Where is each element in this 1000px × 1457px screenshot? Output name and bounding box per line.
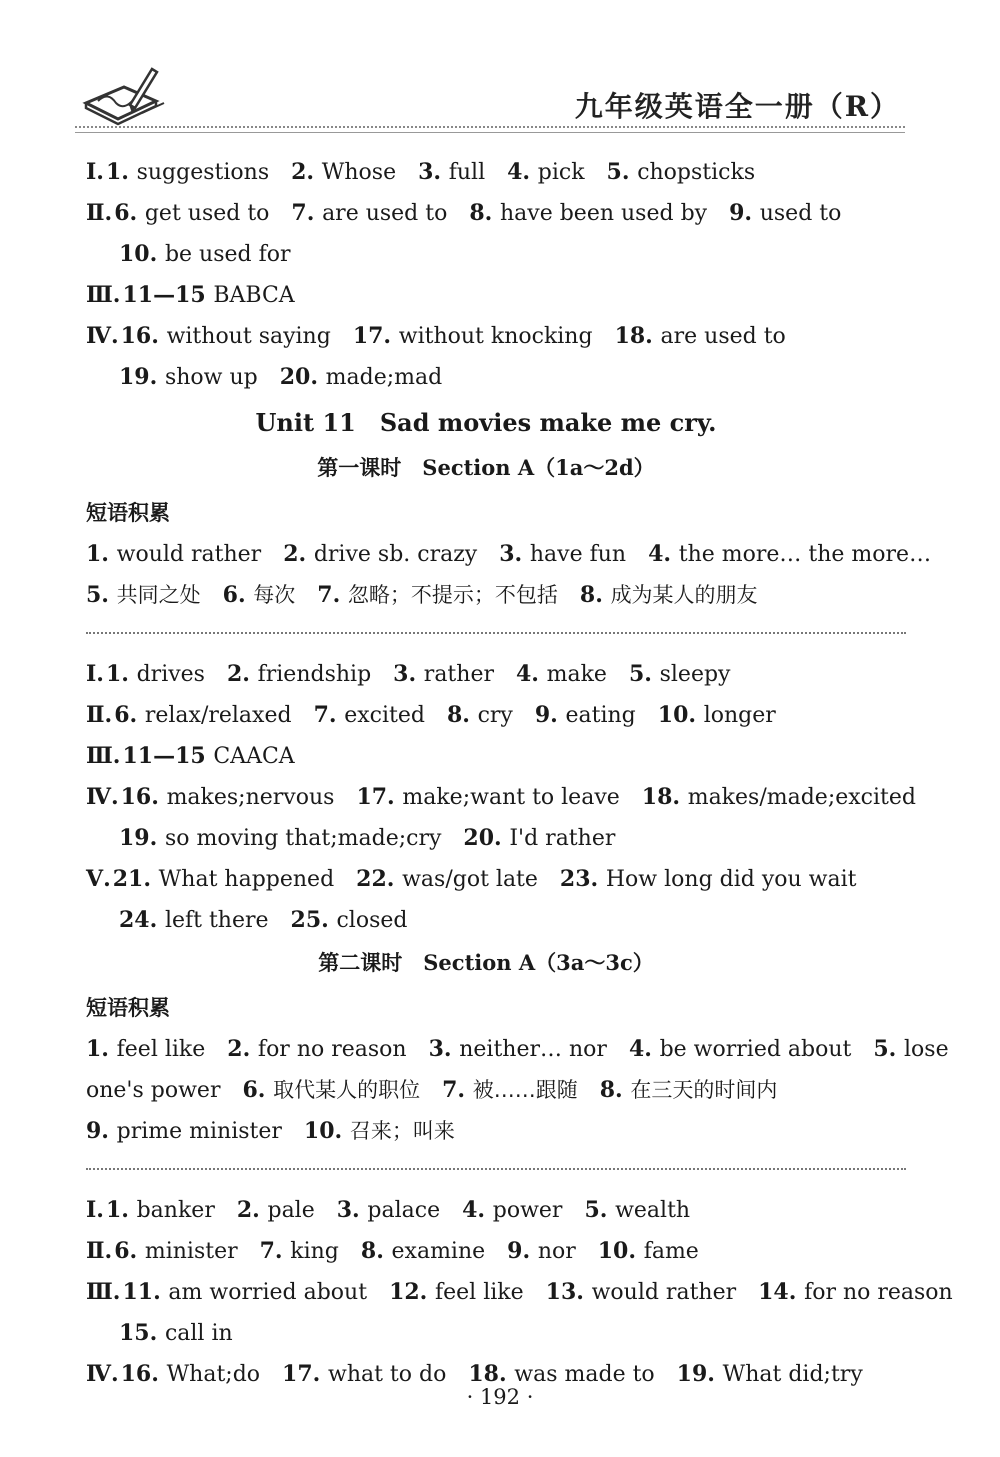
- item-text: suggestions: [136, 160, 270, 185]
- item-number: 9.: [86, 1118, 117, 1144]
- item-number: 18.: [468, 1361, 515, 1387]
- item-text: make;want to leave: [402, 785, 620, 810]
- item-number: 4.: [507, 159, 538, 185]
- item-text: rather: [423, 662, 494, 687]
- answer-line: [86, 1231, 916, 1272]
- item-text: for no reason: [257, 1037, 407, 1062]
- item-number: 5.: [628, 661, 660, 687]
- answer-item: [463, 826, 615, 851]
- item-text: neither… nor: [459, 1037, 607, 1062]
- item-text: are used to: [660, 324, 786, 349]
- item-text: lose: [904, 1037, 949, 1062]
- item-number: 3.: [393, 661, 424, 687]
- answer-item: [393, 662, 494, 687]
- item-number: 1.: [105, 661, 137, 687]
- item-number: 8.: [469, 200, 500, 226]
- answer-line: [86, 1111, 916, 1152]
- item-text: for no reason: [804, 1280, 953, 1305]
- item-number: 2.: [283, 541, 314, 567]
- answer-line: [86, 357, 916, 398]
- answer-item: [442, 1078, 578, 1103]
- item-text: be worried about: [659, 1037, 852, 1062]
- item-number: 9.: [534, 702, 566, 728]
- answer-item: [648, 542, 931, 567]
- answers-unit10-end: [86, 152, 916, 398]
- item-number: 1.: [86, 541, 117, 567]
- item-text: are used to: [322, 201, 448, 226]
- answer-item: [119, 1321, 233, 1346]
- answer-item: [560, 867, 857, 892]
- dotted-separator: [86, 1168, 906, 1170]
- answer-item: [361, 1239, 485, 1264]
- dotted-separator: [86, 632, 906, 634]
- answer-item: [106, 160, 269, 185]
- answer-item: [106, 662, 205, 687]
- item-text: would rather: [116, 542, 262, 567]
- answer-line: [86, 1272, 953, 1313]
- item-text: full: [448, 160, 486, 185]
- answer-line: [86, 534, 932, 575]
- answer-item: [546, 1280, 736, 1305]
- page-number: · 192 ·: [466, 1385, 534, 1409]
- section-numeral: Ⅲ.: [86, 282, 121, 308]
- section-numeral: Ⅳ.: [86, 784, 119, 810]
- answer-item: [121, 324, 331, 349]
- item-text: the more… the more…: [678, 542, 932, 567]
- item-text: made;mad: [325, 365, 443, 390]
- item-text: feel like: [435, 1280, 524, 1305]
- item-number: 2.: [291, 159, 322, 185]
- answer-item: [114, 201, 269, 226]
- item-text: 成为某人的朋友: [610, 583, 758, 607]
- section-numeral: Ⅲ.: [86, 1279, 121, 1305]
- answer-item: [337, 1198, 440, 1223]
- answer-content: [86, 152, 953, 1395]
- item-number: 17.: [356, 784, 403, 810]
- item-text: What;do: [166, 1362, 261, 1387]
- answer-item: [447, 703, 513, 728]
- item-text: chopsticks: [637, 160, 756, 185]
- answer-item: [283, 542, 477, 567]
- answer-item: [227, 662, 371, 687]
- item-number: 3.: [499, 541, 530, 567]
- item-number: 4.: [462, 1197, 493, 1223]
- item-text: 共同之处: [116, 583, 201, 607]
- item-number: 25.: [290, 907, 337, 933]
- item-number: 10.: [597, 1238, 644, 1264]
- item-text: I'd rather: [509, 826, 616, 851]
- answers-section-2: [86, 1190, 953, 1395]
- item-number: 5.: [606, 159, 638, 185]
- item-text: get used to: [144, 201, 270, 226]
- answer-item: [658, 703, 776, 728]
- answer-line: [86, 316, 916, 357]
- item-text: eating: [565, 703, 636, 728]
- item-number: 3.: [428, 1036, 460, 1062]
- phrases-block-1: [86, 534, 932, 616]
- item-text: What happened: [158, 867, 335, 892]
- answer-line: [86, 900, 916, 941]
- phrases-block-2: [86, 1029, 949, 1152]
- answer-line: [86, 695, 916, 736]
- section-numeral: Ⅱ.: [86, 200, 113, 226]
- answer-item: [114, 703, 291, 728]
- answer-item: [86, 1119, 282, 1144]
- answer-item: [304, 1119, 455, 1144]
- item-number: 7.: [313, 702, 345, 728]
- item-text: used to: [759, 201, 842, 226]
- answer-item: [113, 867, 334, 892]
- answer-item: [280, 365, 443, 390]
- item-text: have been used by: [500, 201, 708, 226]
- item-number: 10.: [119, 241, 165, 267]
- pen-and-notebook-icon: [78, 61, 168, 131]
- answer-item: [114, 1239, 237, 1264]
- item-text: left there: [164, 908, 269, 933]
- item-number: 2.: [227, 1036, 258, 1062]
- answer-item: [122, 1280, 367, 1305]
- item-text: relax/relaxed: [144, 703, 292, 728]
- answer-item: [389, 1280, 524, 1305]
- item-text: sleepy: [659, 662, 731, 687]
- header-rule: [75, 132, 905, 133]
- item-text: cry: [477, 703, 513, 728]
- answer-item: [291, 160, 396, 185]
- section-numeral: Ⅰ.: [86, 661, 104, 687]
- item-number: 6.: [222, 582, 254, 608]
- answer-item: [418, 160, 485, 185]
- item-text: would rather: [591, 1280, 737, 1305]
- item-text: was made to: [514, 1362, 655, 1387]
- answer-item: [291, 908, 408, 933]
- answer-item: [469, 201, 707, 226]
- item-number: 18.: [641, 784, 688, 810]
- item-number: 1.: [105, 1197, 137, 1223]
- item-text: feel like: [116, 1037, 206, 1062]
- answer-item: [122, 283, 294, 308]
- section-numeral: Ⅲ.: [86, 743, 121, 769]
- item-number: 5.: [86, 582, 117, 608]
- item-text: pick: [537, 160, 585, 185]
- item-text: am worried about: [168, 1280, 368, 1305]
- item-text: have fun: [529, 542, 627, 567]
- item-text: banker: [136, 1198, 215, 1223]
- item-number: 17.: [282, 1361, 328, 1387]
- item-number: 9.: [507, 1238, 538, 1264]
- item-number: 11—15: [122, 282, 214, 308]
- item-number: 17.: [352, 323, 399, 349]
- answer-item: [314, 703, 425, 728]
- item-text: makes;nervous: [166, 785, 335, 810]
- answer-item: [260, 1239, 339, 1264]
- item-text: excited: [344, 703, 425, 728]
- answer-line: [86, 654, 916, 695]
- answer-item: [580, 583, 758, 608]
- answer-item: [282, 1362, 446, 1387]
- answer-item: [291, 201, 447, 226]
- answer-item: [121, 1362, 260, 1387]
- answer-item: [629, 1037, 851, 1062]
- answer-item: [468, 1362, 654, 1387]
- item-text: was/got late: [402, 867, 538, 892]
- answer-item: [600, 1078, 778, 1103]
- answer-item: [317, 583, 558, 608]
- answer-line: [86, 234, 916, 275]
- answer-item: [227, 1037, 406, 1062]
- section-numeral: Ⅳ.: [86, 323, 119, 349]
- item-number: 3.: [336, 1197, 368, 1223]
- answer-item: [86, 1078, 220, 1103]
- answer-item: [86, 1037, 205, 1062]
- section-title-1: 第一课时 Section A（1a～2d）: [317, 455, 655, 480]
- section-numeral: Ⅳ.: [86, 1361, 119, 1387]
- answer-item: [242, 1078, 420, 1103]
- item-number: 7.: [317, 582, 348, 608]
- item-number: 20.: [463, 825, 510, 851]
- item-number: 7.: [291, 200, 323, 226]
- item-text: 召来；叫来: [349, 1119, 455, 1143]
- item-number: 22.: [356, 866, 403, 892]
- item-text: without saying: [166, 324, 331, 349]
- answer-item: [873, 1037, 948, 1062]
- item-number: 24.: [119, 907, 165, 933]
- item-text: minister: [144, 1239, 238, 1264]
- item-number: 19.: [119, 825, 165, 851]
- answer-item: [429, 1037, 607, 1062]
- answer-line: [86, 736, 916, 777]
- answer-item: [462, 1198, 562, 1223]
- answer-item: [119, 908, 269, 933]
- item-text: power: [492, 1198, 563, 1223]
- answer-item: [758, 1280, 953, 1305]
- answer-line: [86, 193, 916, 234]
- item-number: 7.: [259, 1238, 291, 1264]
- item-number: 10.: [303, 1118, 350, 1144]
- answer-item: [535, 703, 636, 728]
- item-text: prime minister: [116, 1119, 282, 1144]
- section-title-2: 第二课时 Section A（3a～3c）: [318, 950, 654, 975]
- item-text: 被……跟随: [472, 1078, 578, 1102]
- answer-line: [86, 1029, 949, 1070]
- answer-line: [86, 1190, 916, 1231]
- item-number: 3.: [418, 159, 449, 185]
- answer-item: [119, 242, 291, 267]
- item-text: longer: [703, 703, 776, 728]
- item-text: nor: [537, 1239, 576, 1264]
- item-text: palace: [367, 1198, 441, 1223]
- item-number: 8.: [579, 582, 611, 608]
- unit-title: Unit 11 Sad movies make me cry.: [255, 408, 717, 437]
- item-text: closed: [336, 908, 408, 933]
- item-number: 11—15: [122, 743, 214, 769]
- answer-line: [86, 1313, 916, 1354]
- item-text: 在三天的时间内: [630, 1078, 778, 1102]
- item-number: 15.: [119, 1320, 165, 1346]
- item-text: pale: [267, 1198, 315, 1223]
- answer-item: [642, 785, 916, 810]
- item-text: 忽略；不提示；不包括: [347, 583, 558, 607]
- item-number: 2.: [236, 1197, 268, 1223]
- item-number: 1.: [105, 159, 137, 185]
- item-text: 每次: [253, 583, 296, 607]
- item-text: BABCA: [213, 283, 295, 308]
- item-text: 取代某人的职位: [273, 1078, 421, 1102]
- answer-item: [507, 160, 584, 185]
- answer-item: [356, 867, 538, 892]
- answer-item: [629, 662, 731, 687]
- item-number: 2.: [226, 661, 258, 687]
- answer-item: [86, 583, 201, 608]
- book-title: 九年级英语全一册（R）: [574, 90, 900, 123]
- item-number: 4.: [628, 1036, 660, 1062]
- item-number: 16.: [120, 784, 167, 810]
- item-text: makes/made;excited: [687, 785, 916, 810]
- answer-line: [86, 1070, 916, 1111]
- item-number: 6.: [242, 1077, 274, 1103]
- answer-item: [356, 785, 619, 810]
- answer-item: [223, 583, 296, 608]
- answer-item: [607, 160, 756, 185]
- item-number: 4.: [648, 541, 679, 567]
- answer-line: [86, 152, 916, 193]
- category-phrases-1: 短语积累: [86, 501, 170, 525]
- item-text: friendship: [257, 662, 372, 687]
- item-number: 8.: [360, 1238, 392, 1264]
- answer-item: [499, 542, 626, 567]
- item-text: what to do: [327, 1362, 447, 1387]
- answer-item: [353, 324, 593, 349]
- item-number: 4.: [515, 661, 547, 687]
- item-number: 6.: [114, 200, 145, 226]
- answer-item: [584, 1198, 690, 1223]
- answer-line: [86, 575, 916, 616]
- answer-item: [598, 1239, 699, 1264]
- item-number: 1.: [86, 1036, 117, 1062]
- item-number: 21.: [112, 866, 159, 892]
- answer-line: [86, 275, 916, 316]
- section-numeral: Ⅱ.: [86, 702, 113, 728]
- item-text: make: [546, 662, 607, 687]
- section-numeral: Ⅱ.: [86, 1238, 113, 1264]
- section-numeral: Ⅴ.: [86, 866, 111, 892]
- item-number: 18.: [614, 323, 661, 349]
- answer-item: [86, 542, 261, 567]
- item-text: one's power: [86, 1078, 221, 1103]
- item-number: 11.: [122, 1279, 169, 1305]
- answer-item: [122, 744, 294, 769]
- item-text: How long did you wait: [605, 867, 857, 892]
- item-number: 13.: [545, 1279, 592, 1305]
- item-text: show up: [164, 365, 258, 390]
- item-text: call in: [164, 1321, 233, 1346]
- item-number: 16.: [120, 1361, 167, 1387]
- section-numeral: Ⅰ.: [86, 159, 104, 185]
- item-number: 23.: [559, 866, 606, 892]
- item-number: 6.: [114, 702, 145, 728]
- answer-line: [86, 859, 916, 900]
- item-text: drive sb. crazy: [313, 542, 478, 567]
- item-number: 6.: [114, 1238, 145, 1264]
- item-number: 16.: [120, 323, 167, 349]
- item-number: 14.: [758, 1279, 805, 1305]
- item-number: 5.: [873, 1036, 905, 1062]
- item-number: 8.: [446, 702, 478, 728]
- answer-item: [615, 324, 786, 349]
- answer-line: [86, 818, 916, 859]
- item-number: 7.: [442, 1077, 473, 1103]
- section-numeral: Ⅰ.: [86, 1197, 104, 1223]
- item-number: 19.: [676, 1361, 723, 1387]
- item-number: 19.: [119, 364, 165, 390]
- item-text: examine: [391, 1239, 486, 1264]
- item-number: 12.: [389, 1279, 435, 1305]
- answer-item: [106, 1198, 215, 1223]
- answer-item: [507, 1239, 576, 1264]
- item-text: so moving that;made;cry: [164, 826, 442, 851]
- item-text: drives: [136, 662, 205, 687]
- answer-item: [237, 1198, 315, 1223]
- answer-item: [677, 1362, 863, 1387]
- item-text: Whose: [321, 160, 397, 185]
- item-number: 10.: [657, 702, 704, 728]
- item-text: What did;try: [722, 1362, 863, 1387]
- answer-item: [516, 662, 607, 687]
- item-number: 20.: [279, 364, 326, 390]
- answers-section-1: [86, 654, 916, 941]
- item-text: without knocking: [398, 324, 593, 349]
- page-header: [70, 55, 910, 135]
- answer-item: [121, 785, 335, 810]
- item-number: 5.: [584, 1197, 616, 1223]
- item-text: CAACA: [213, 744, 295, 769]
- item-number: 9.: [729, 200, 760, 226]
- answer-item: [119, 365, 258, 390]
- answer-item: [729, 201, 841, 226]
- header-dotted-rule: [75, 126, 905, 128]
- item-text: fame: [643, 1239, 699, 1264]
- answer-item: [119, 826, 441, 851]
- item-number: 8.: [599, 1077, 631, 1103]
- item-text: king: [290, 1239, 339, 1264]
- answer-line: [86, 777, 916, 818]
- item-text: be used for: [164, 242, 291, 267]
- category-phrases-2: 短语积累: [86, 996, 170, 1020]
- item-text: wealth: [615, 1198, 691, 1223]
